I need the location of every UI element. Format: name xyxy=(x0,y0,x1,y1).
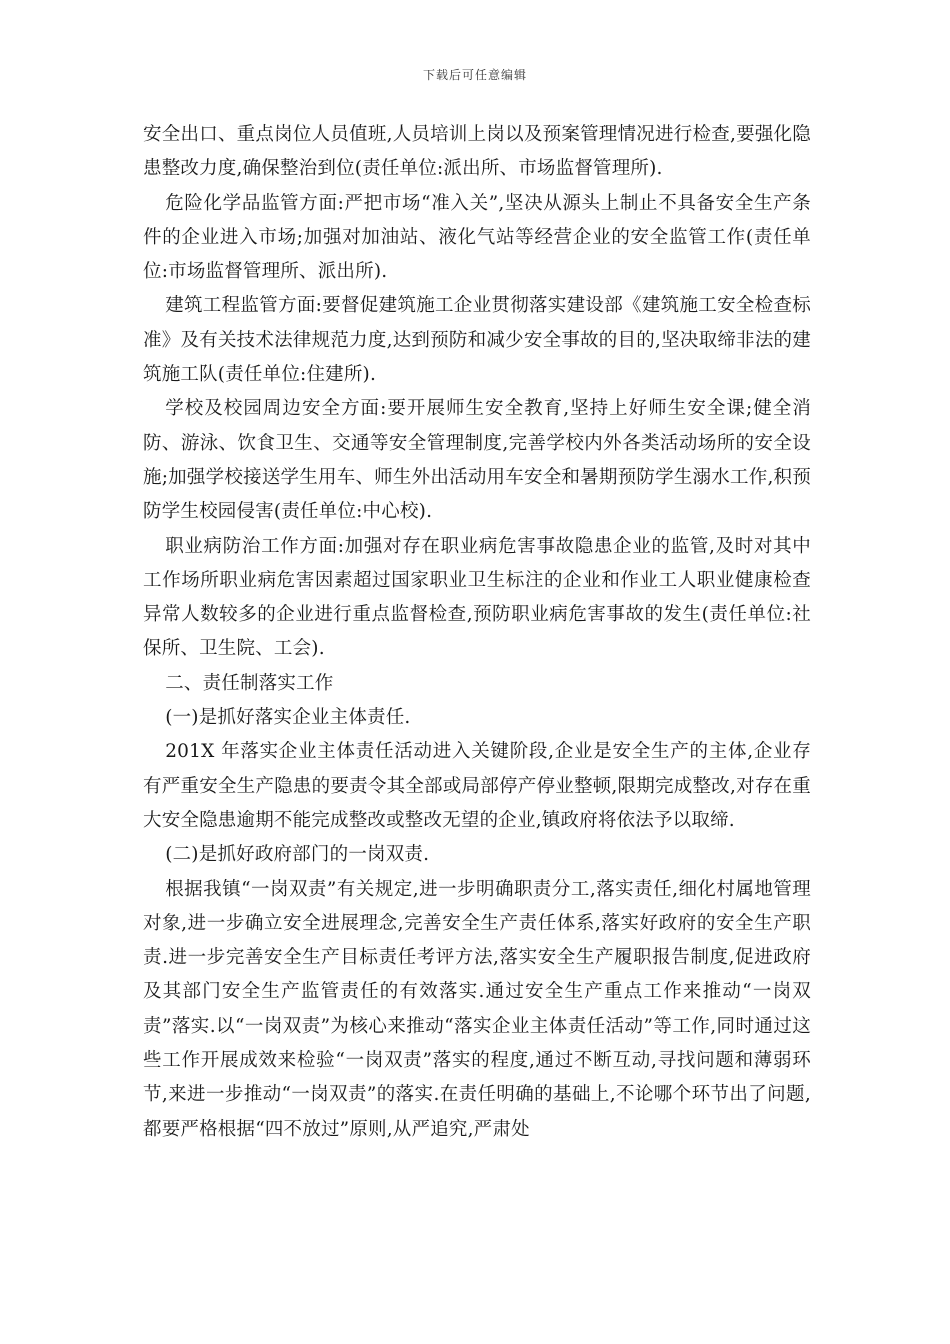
paragraph: 职业病防治工作方面:加强对存在职业病危害事故隐患企业的监管,及时对其中工作场所职业病危害因素超过国家职业卫生标注的企业和作业工人职业健康检查异常人数较多的企业进行重点监督检查,预防职业病危害事故的发生(责任单位:社保所、卫生院、工会). xyxy=(143,535,811,660)
page-header: 下载后可任意编辑 xyxy=(422,68,527,82)
paragraph: 安全出口、重点岗位人员值班,人员培训上岗以及预案管理情况进行检查,要强化隐患整改力度,确保整治到位(责任单位:派出所、市场监督管理所). xyxy=(143,124,811,180)
subsection-heading: (一)是抓好落实企业主体责任. xyxy=(165,707,411,729)
paragraph: 危险化学品监管方面:严把市场“准入关”,坚决从源头上制止不具备安全生产条件的企业进入市场;加强对加油站、液化气站等经营企业的安全监管工作(责任单位:市场监督管理所、派出所). xyxy=(143,192,811,283)
paragraph: 201X 年落实企业主体责任活动进入关键阶段,企业是安全生产的主体,企业存有严重安全生产隐患的要责令其全部或局部停产停业整顿,限期完成整改,对存在重大安全隐患逾期不能完成整改或整改无望的企业,镇政府将依法予以取缔. xyxy=(143,741,811,831)
subsection-heading: (二)是抓好政府部门的一岗双责. xyxy=(165,844,430,866)
paragraph: 根据我镇“一岗双责”有关规定,进一步明确职责分工,落实责任,细化村属地管理对象,进一步确立安全进展理念,完善安全生产责任体系,落实好政府的安全生产职责.进一步完善安全生产目标责任考评方法,落实安全生产履职报告制度,促进政府及其部门安全生产监管责任的有效落实.通过安全生产重点工作来推动“一岗双责”落实.以“一岗双责”为核心来推动“落实企业主体责任活动”等工作,同时通过这些工作开展成效来检验“一岗双责”落实的程度,通过不断互动,寻找问题和薄弱环节,来进一步推动“一岗双责”的落实.在责任明确的基础上,不论哪个环节出了问题,都要严格根据“四不放过”原则,从严追究,严肃处 xyxy=(143,878,811,1140)
paragraph: 建筑工程监管方面:要督促建筑施工企业贯彻落实建设部《建筑施工安全检查标准》及有关技术法律规范力度,达到预防和减少安全事故的目的,坚决取缔非法的建筑施工队(责任单位:住建所). xyxy=(143,295,811,386)
section-heading: 二、责任制落实工作 xyxy=(165,672,334,694)
paragraph: 学校及校园周边安全方面:要开展师生安全教育,坚持上好师生安全课;健全消防、游泳、饮食卫生、交通等安全管理制度,完善学校内外各类活动场所的安全设施;加强学校接送学生用车、师生外出活动用车安全和暑期预防学生溺水工作,积预防学生校园侵害(责任单位:中心校). xyxy=(143,398,811,523)
document-body xyxy=(143,118,811,1147)
